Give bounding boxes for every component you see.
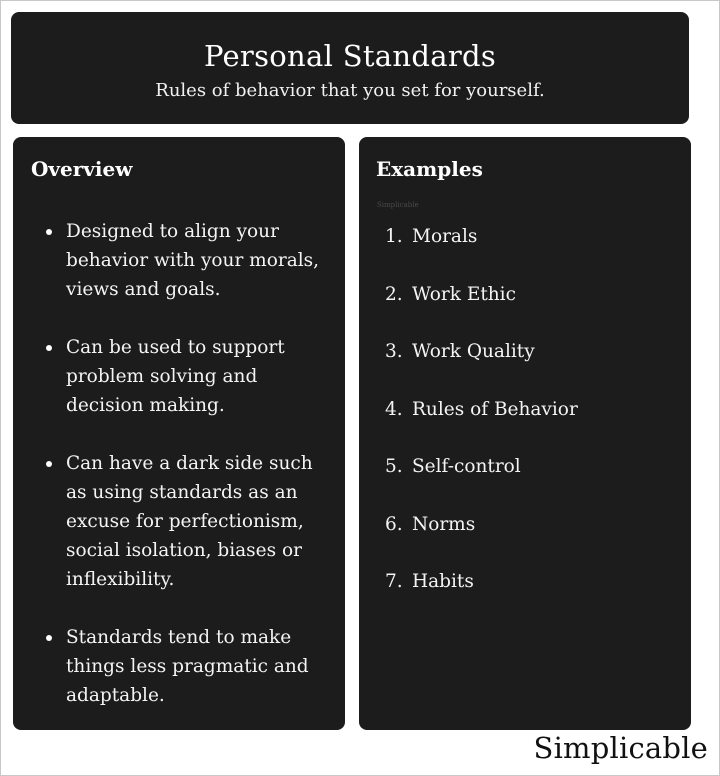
overview-heading: Overview <box>31 157 133 181</box>
example-label: Morals <box>412 226 478 247</box>
overview-item-text: Standards tend to make things less pragmatic and adaptable. <box>66 627 309 706</box>
examples-heading: Examples <box>376 157 483 181</box>
example-item <box>359 395 691 453</box>
examples-panel <box>359 137 691 730</box>
watermark-text: Simplicable <box>377 201 419 209</box>
example-label: Self-control <box>412 456 521 477</box>
example-label: Norms <box>412 513 476 535</box>
example-number: 6. <box>385 513 403 535</box>
example-number: 7. <box>385 571 403 592</box>
brand-logo-text: Simplicable <box>533 731 708 765</box>
overview-item <box>13 333 345 420</box>
example-label: Habits <box>412 571 474 592</box>
bullet-icon <box>46 635 52 641</box>
example-label: Rules of Behavior <box>412 398 578 420</box>
header-panel <box>11 12 689 124</box>
overview-panel <box>13 137 345 730</box>
bullet-icon <box>46 229 52 235</box>
overview-item-text: Designed to align your behavior with your morals, views and goals. <box>66 221 320 300</box>
bullet-icon <box>46 345 52 351</box>
example-item <box>359 280 691 338</box>
overview-item <box>13 217 345 304</box>
example-item <box>359 452 691 510</box>
examples-list <box>359 222 691 625</box>
example-item <box>359 222 691 280</box>
overview-list <box>13 217 345 739</box>
page-subtitle: Rules of behavior that you set for yourself. <box>155 80 545 101</box>
example-item <box>359 567 691 625</box>
example-number: 4. <box>385 398 403 420</box>
example-label: Work Ethic <box>412 283 516 305</box>
overview-item-text: Can have a dark side such as using standards as an excuse for perfectionism, social isolation, biases or inflexibility. <box>66 453 313 590</box>
example-item <box>359 510 691 568</box>
example-number: 3. <box>385 341 403 362</box>
overview-item <box>13 449 345 594</box>
example-number: 1. <box>385 226 403 247</box>
overview-item-text: Can be used to support problem solving and decision making. <box>66 337 285 416</box>
example-label: Work Quality <box>412 341 535 362</box>
example-number: 5. <box>385 456 403 477</box>
example-item <box>359 337 691 395</box>
bullet-icon <box>46 461 52 467</box>
example-number: 2. <box>385 283 403 305</box>
overview-item <box>13 623 345 710</box>
page-title: Personal Standards <box>203 39 497 73</box>
